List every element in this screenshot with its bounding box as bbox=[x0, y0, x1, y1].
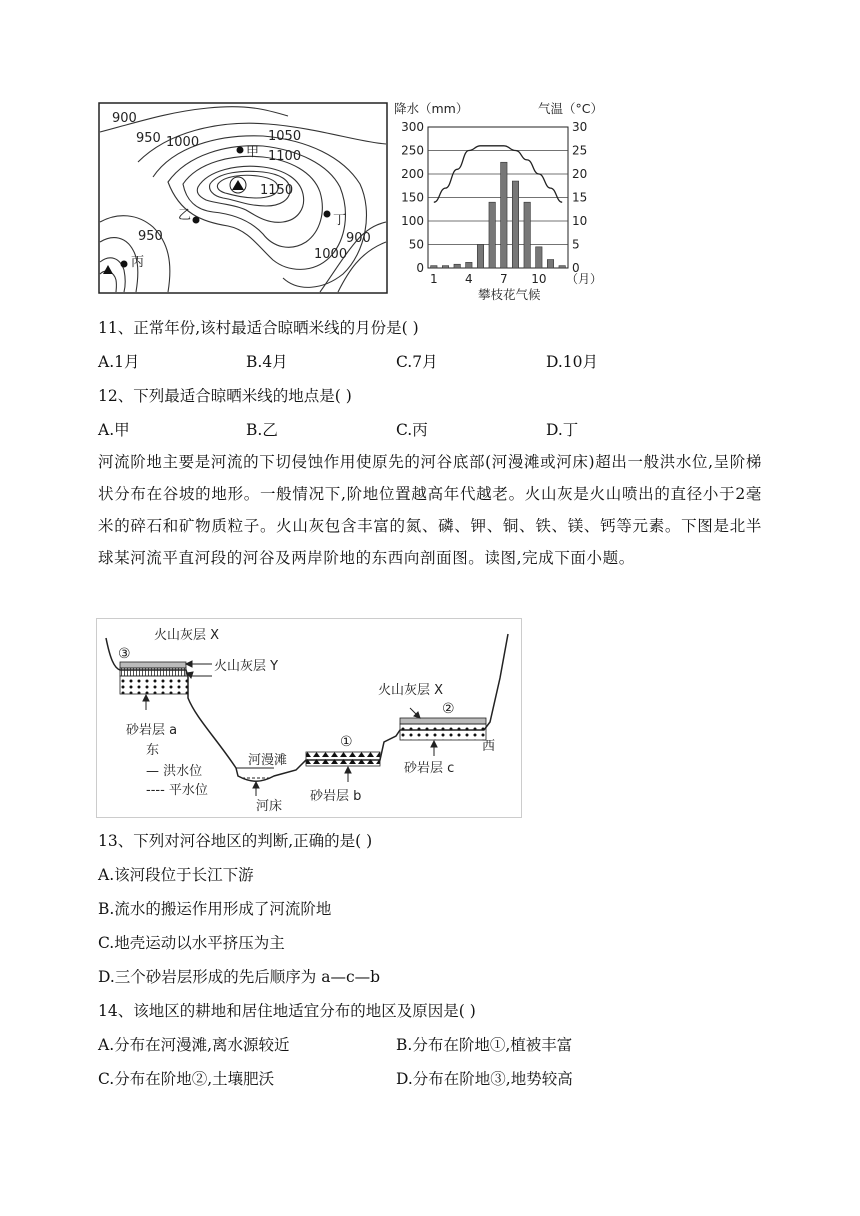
place-label: 乙 bbox=[178, 208, 192, 223]
temp-tick-label: 5 bbox=[572, 237, 580, 252]
place-label: 甲 bbox=[246, 145, 260, 160]
terrace-3-label: ③ bbox=[118, 646, 131, 662]
contour-label: 1100 bbox=[268, 149, 302, 164]
precip-bar bbox=[512, 181, 518, 268]
month-tick-label: 10 bbox=[531, 272, 547, 286]
contour-label: 1150 bbox=[260, 183, 294, 198]
precip-bar bbox=[559, 266, 565, 268]
q13-option-d[interactable]: D.三个砂岩层形成的先后顺序为 a—c—b bbox=[98, 968, 381, 986]
q13-option-a[interactable]: A.该河段位于长江下游 bbox=[98, 866, 254, 884]
q12-option-a[interactable]: A.甲 bbox=[98, 421, 130, 439]
contour-label: 900 bbox=[346, 231, 371, 246]
normal-level-legend: ---- 平水位 bbox=[146, 783, 208, 798]
riverbed-label: 河床 bbox=[256, 799, 283, 814]
chart-title: 攀枝花气候 bbox=[478, 287, 541, 302]
sandstone-a bbox=[120, 676, 188, 694]
precip-bar bbox=[466, 262, 472, 268]
q11-option-d[interactable]: D.10月 bbox=[546, 353, 599, 371]
contour-label: 1000 bbox=[314, 247, 348, 262]
place-marker bbox=[193, 217, 200, 224]
place-label: 丙 bbox=[131, 255, 145, 270]
contour-map bbox=[98, 102, 388, 294]
q14-option-c[interactable]: C.分布在阶地②,土壤肥沃 bbox=[98, 1070, 275, 1088]
question-11-stem: 11、正常年份,该村最适合晾晒米线的月份是( ) bbox=[98, 319, 419, 337]
q14-option-d[interactable]: D.分布在阶地③,地势较高 bbox=[396, 1070, 573, 1088]
q11-option-c[interactable]: C.7月 bbox=[396, 353, 438, 371]
terrace-2-label: ② bbox=[442, 701, 455, 717]
month-unit-label: （月） bbox=[566, 272, 603, 286]
sandstone-c-label: 砂岩层 c bbox=[404, 761, 455, 776]
place-marker bbox=[121, 261, 128, 268]
precip-bar bbox=[489, 202, 495, 268]
question-12-stem: 12、下列最适合晾晒米线的地点是( ) bbox=[98, 387, 352, 405]
contour-label: 950 bbox=[138, 229, 163, 244]
precip-tick-label: 100 bbox=[401, 214, 424, 228]
ash-layer-x-left-label: 火山灰层 X bbox=[154, 628, 220, 643]
flood-level-legend: — 洪水位 bbox=[146, 764, 203, 779]
ash-layer-x-right bbox=[400, 718, 486, 724]
q13-option-b[interactable]: B.流水的搬运作用形成了河流阶地 bbox=[98, 900, 332, 918]
q11-option-b[interactable]: B.4月 bbox=[246, 353, 288, 371]
q13-option-c[interactable]: C.地壳运动以水平挤压为主 bbox=[98, 934, 285, 952]
temp-tick-label: 10 bbox=[572, 214, 588, 228]
west-label: 西 bbox=[482, 739, 496, 754]
month-tick-label: 4 bbox=[465, 272, 473, 286]
sandstone-b-label: 砂岩层 b bbox=[310, 789, 362, 804]
temp-tick-label: 20 bbox=[572, 167, 588, 181]
month-tick-label: 7 bbox=[500, 272, 508, 286]
precip-bar bbox=[454, 264, 460, 268]
sandstone-c bbox=[400, 724, 486, 740]
sandstone-a-label: 砂岩层 a bbox=[126, 723, 178, 738]
temp-tick-label: 25 bbox=[572, 143, 588, 158]
q12-option-c[interactable]: C.丙 bbox=[396, 421, 428, 439]
q12-option-b[interactable]: B.乙 bbox=[246, 421, 278, 439]
precip-bar bbox=[547, 260, 553, 268]
sandstone-b bbox=[306, 752, 380, 766]
q12-option-d[interactable]: D.丁 bbox=[546, 421, 579, 439]
temp-tick-label: 30 bbox=[572, 120, 588, 134]
temp-tick-label: 15 bbox=[572, 190, 588, 205]
precip-bar bbox=[536, 247, 542, 268]
place-marker bbox=[237, 147, 244, 154]
floodplain-label: 河漫滩 bbox=[248, 753, 288, 768]
precip-tick-label: 300 bbox=[401, 120, 424, 134]
river-terrace-profile bbox=[96, 618, 522, 818]
ash-layer-y bbox=[120, 668, 186, 676]
precip-tick-label: 150 bbox=[401, 190, 424, 205]
question-13-stem: 13、下列对河谷地区的判断,正确的是( ) bbox=[98, 832, 373, 850]
ash-layer-x-left bbox=[120, 662, 186, 668]
place-marker bbox=[324, 211, 331, 218]
q11-option-a[interactable]: A.1月 bbox=[98, 353, 140, 371]
precip-bar bbox=[524, 202, 530, 268]
terrace-1-label: ① bbox=[340, 734, 353, 750]
precip-bar bbox=[431, 266, 437, 268]
temp-tick-label: 0 bbox=[572, 261, 580, 275]
contour-label: 900 bbox=[112, 111, 137, 126]
precip-tick-label: 0 bbox=[416, 261, 424, 275]
precip-tick-label: 250 bbox=[401, 143, 424, 158]
contour-label: 1050 bbox=[268, 129, 302, 144]
month-tick-label: 1 bbox=[430, 272, 438, 286]
precip-tick-label: 50 bbox=[408, 237, 424, 252]
place-label: 丁 bbox=[333, 213, 347, 228]
ash-layer-y-label: 火山灰层 Y bbox=[214, 659, 279, 674]
contour-label: 950 bbox=[136, 131, 161, 146]
precip-tick-label: 200 bbox=[401, 167, 424, 181]
passage-text: 河流阶地主要是河流的下切侵蚀作用使原先的河谷底部(河漫滩或河床)超出一般洪水位,呈阶梯状分布在谷坡的地形。一般情况下,阶地位置越高年代越老。火山灰是火山喷出的直径小于2毫米的碎石和矿物质粒子。火山灰包含丰富的氮、磷、钾、铜、铁、镁、钙等元素。下图是北半球某河流平直河段的河谷及两岸阶地的东西向剖面图。读图,完成下面小题。 bbox=[98, 453, 762, 567]
precip-axis-title: 降水（mm） bbox=[394, 101, 469, 116]
q14-option-a[interactable]: A.分布在河漫滩,离水源较近 bbox=[98, 1036, 290, 1054]
east-label: 东 bbox=[146, 743, 160, 758]
precip-bar bbox=[442, 266, 448, 268]
ash-layer-x-right-label: 火山灰层 X bbox=[378, 683, 444, 698]
question-14-stem: 14、该地区的耕地和居住地适宜分布的地区及原因是( ) bbox=[98, 1002, 476, 1020]
contour-label: 1000 bbox=[166, 135, 200, 150]
temp-axis-title: 气温（°C） bbox=[538, 101, 603, 116]
precip-bar bbox=[477, 245, 483, 269]
q14-option-b[interactable]: B.分布在阶地①,植被丰富 bbox=[396, 1036, 573, 1054]
precip-bar bbox=[501, 162, 507, 268]
climate-chart bbox=[392, 100, 618, 304]
